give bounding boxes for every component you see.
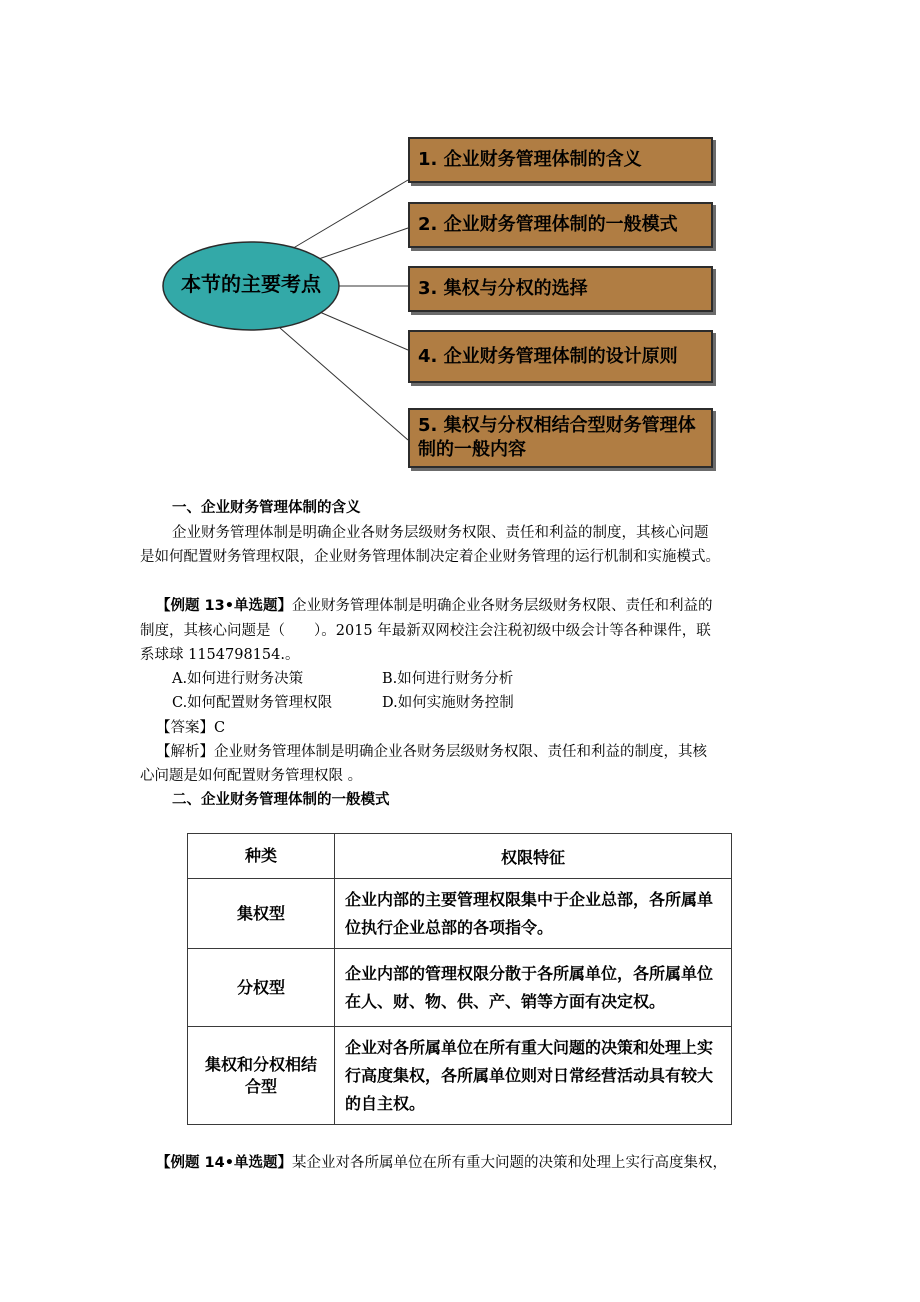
option-d: D.如何实施财务控制: [382, 695, 514, 711]
topic-label: 1. 企业财务管理体制的含义: [418, 149, 642, 170]
option-a: A.如何进行财务决策: [172, 671, 304, 687]
example14-line1: [156, 1153, 727, 1173]
option-b: B.如何进行财务分析: [382, 671, 514, 687]
topic-label: 4. 企业财务管理体制的设计原则: [418, 345, 678, 367]
analysis-line2: 心问题是如何配置财务管理权限 。: [140, 768, 363, 784]
connector-line: [280, 328, 408, 440]
example13-line3: 系球球 1154798154.。: [140, 647, 300, 663]
answer: 【答案】C: [156, 720, 226, 736]
topic-label: 3. 集权与分权的选择: [418, 278, 588, 299]
topic-label: 5. 集权与分权相结合型财务管理体制的一般内容: [418, 415, 696, 460]
example13-line2: 制度，其核心问题是（ ）。2015 年最新双网校注会注税初级中级会计等各种课件，联: [140, 623, 711, 639]
example13-tag: 【例题 13•单选题】: [156, 598, 292, 614]
connector-line: [310, 228, 408, 262]
connector-line: [315, 310, 408, 350]
type-cell: 分权型: [188, 949, 335, 1027]
analysis-line1: 【解析】企业财务管理体制是明确企业各财务层级财务权限、责任和利益的制度，其核: [156, 744, 707, 760]
mode-table: [187, 833, 732, 1125]
topic-box-2: [408, 202, 713, 248]
feature-cell: 企业内部的主要管理权限集中于企业总部，各所属单位执行企业总部的各项指令。: [335, 879, 732, 949]
table-header-row: [188, 834, 732, 879]
section1-line2: 是如何配置财务管理权限，企业财务管理体制决定着企业财务管理的运行机制和实施模式。: [140, 549, 720, 565]
topic-box-4: [408, 330, 713, 383]
topic-box-1: [408, 137, 713, 183]
feature-cell: 企业对各所属单位在所有重大问题的决策和处理上实行高度集权，各所属单位则对日常经营活动具有较大的自主权。: [335, 1027, 732, 1125]
table-row: [188, 879, 732, 949]
type-cell: 集权型: [188, 879, 335, 949]
table-row: [188, 1027, 732, 1125]
example14-tag: 【例题 14•单选题】: [156, 1155, 292, 1171]
topic-label: 2. 企业财务管理体制的一般模式: [418, 214, 678, 235]
option-c: C.如何配置财务管理权限: [172, 695, 333, 711]
type-cell: 集权和分权相结合型: [188, 1027, 335, 1125]
table-row: [188, 949, 732, 1027]
topic-box-5: [408, 408, 713, 468]
key-points-diagram: [0, 0, 920, 480]
header-type: 种类: [188, 834, 335, 879]
example13-line1: [156, 596, 713, 616]
connector-line: [290, 180, 408, 250]
example14-text: 某企业对各所属单位在所有重大问题的决策和处理上实行高度集权，: [292, 1155, 727, 1171]
center-label: 本节的主要考点: [181, 272, 321, 296]
section1-heading: 一、企业财务管理体制的含义: [172, 500, 361, 516]
topic-box-3: [408, 266, 713, 312]
section2-heading: 二、企业财务管理体制的一般模式: [172, 792, 390, 808]
example13-text: 企业财务管理体制是明确企业各财务层级财务权限、责任和利益的: [292, 598, 713, 614]
feature-cell: 企业内部的管理权限分散于各所属单位，各所属单位在人、财、物、供、产、销等方面有决定权。: [335, 949, 732, 1027]
section1-line1: 企业财务管理体制是明确企业各财务层级财务权限、责任和利益的制度，其核心问题: [172, 525, 709, 541]
header-feature: 权限特征: [335, 834, 732, 879]
